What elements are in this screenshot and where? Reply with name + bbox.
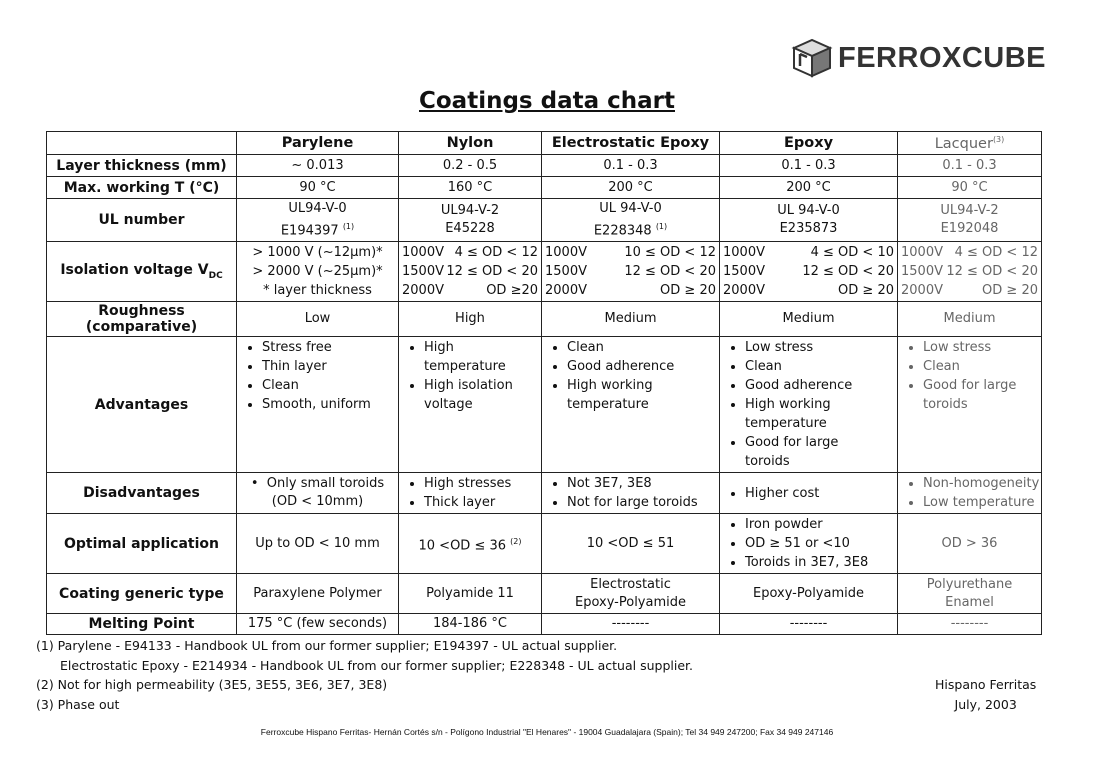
- list-item: • Not 3E7, 3E8: [567, 474, 716, 493]
- coatings-table: [46, 131, 1042, 635]
- header-row: [47, 132, 1042, 155]
- cell: --------: [898, 614, 1042, 635]
- footnotes: [36, 636, 693, 714]
- row-disadvantages: [47, 473, 1042, 514]
- cell: 0.2 - 0.5: [399, 155, 542, 177]
- list-item: • Clean: [262, 376, 395, 395]
- cell: 1000V 4 ≤ OD < 12 1500V 12 ≤ OD < 20 2000V OD ≥20: [399, 242, 542, 302]
- row-optimal-application: [47, 514, 1042, 574]
- cell: UL94-V-2 E45228: [399, 199, 542, 242]
- cell: Medium: [898, 302, 1042, 337]
- list-item: • Clean: [567, 338, 716, 357]
- cell: Polyamide 11: [399, 574, 542, 614]
- cell: [237, 337, 399, 473]
- ferroxcube-logo: [790, 36, 1046, 80]
- row-label: Melting Point: [47, 614, 237, 635]
- cell: [898, 337, 1042, 473]
- list-item: • High working temperature: [567, 376, 677, 414]
- cell: 175 °C (few seconds): [237, 614, 399, 635]
- cell: 0.1 - 0.3: [720, 155, 898, 177]
- row-label: Advantages: [47, 337, 237, 473]
- list-item: • Stress free: [262, 338, 395, 357]
- signature-company: Hispano Ferritas: [935, 677, 1037, 692]
- footnote-1a: (1) Parylene - E94133 - Handbook UL from our former supplier; E194397 - UL actual supplier.: [36, 638, 618, 653]
- col-parylene: Parylene: [237, 132, 399, 155]
- list-item: • High temperature: [424, 338, 538, 376]
- row-advantages: [47, 337, 1042, 473]
- brand-name: FERROXCUBE: [838, 41, 1047, 74]
- list-item: • Good for large toroids: [923, 376, 1023, 414]
- cell: 0.1 - 0.3: [542, 155, 720, 177]
- cell: [720, 337, 898, 473]
- row-label: UL number: [47, 199, 237, 242]
- cell: [399, 337, 542, 473]
- cell: ~ 0.013: [237, 155, 399, 177]
- cell: UL 94-V-0 E235873: [720, 199, 898, 242]
- row-roughness: [47, 302, 1042, 337]
- cell: 90 °C: [237, 177, 399, 199]
- list-item: • Low stress: [745, 338, 894, 357]
- address-footer: Ferroxcube Hispano Ferritas- Hernán Cortés s/n - Polígono Industrial "El Henares" - 19004 Guadalajara (Spain); Tel 34 949 247200; Fax 34 949 247146: [260, 727, 834, 737]
- list-item: • Thin layer: [262, 357, 395, 376]
- cell: 200 °C: [542, 177, 720, 199]
- list-item: • Non-homogeneity: [923, 474, 1038, 493]
- row-label: Roughness (comparative): [47, 302, 237, 337]
- col-nylon: Nylon: [399, 132, 542, 155]
- row-coating-generic-type: [47, 574, 1042, 614]
- cell: UL 94-V-0 E228348 $^{(1)}$: [542, 199, 720, 242]
- cell: Medium: [720, 302, 898, 337]
- cell: • Only small toroids (OD < 10mm): [237, 473, 399, 514]
- signature-block: [935, 675, 1036, 714]
- row-label: Layer thickness (mm): [47, 155, 237, 177]
- cell: [542, 473, 720, 514]
- row-label: Isolation voltage $V_{DC}$: [47, 242, 237, 302]
- cell: 160 °C: [399, 177, 542, 199]
- list-item: • Higher cost: [745, 484, 894, 503]
- cell: [898, 473, 1042, 514]
- list-item: • Low stress: [923, 338, 1038, 357]
- corner-cell: [47, 132, 237, 155]
- row-ul-number: [47, 199, 1042, 242]
- cube-logo-icon: [790, 36, 834, 80]
- list-item: • Clean: [745, 357, 894, 376]
- cell: Paraxylene Polymer: [237, 574, 399, 614]
- list-item: • Clean: [923, 357, 1038, 376]
- list-item: • High stresses: [424, 474, 538, 493]
- cell: 10 <OD ≤ 36 $^{(2)}$: [399, 514, 542, 574]
- cell: UL94-V-2 E192048: [898, 199, 1042, 242]
- cell: [542, 337, 720, 473]
- list-item: • OD ≥ 51 or <10: [745, 534, 894, 553]
- cell: Polyurethane Enamel: [898, 574, 1042, 614]
- cell: Medium: [542, 302, 720, 337]
- list-item: • Not for large toroids: [567, 493, 716, 512]
- col-epoxy: Epoxy: [720, 132, 898, 155]
- cell: 0.1 - 0.3: [898, 155, 1042, 177]
- cell: UL94-V-0 E194397 $^{(1)}$: [237, 199, 399, 242]
- cell: [720, 514, 898, 574]
- list-item: • Good for large toroids: [745, 433, 855, 471]
- cell: --------: [542, 614, 720, 635]
- row-isolation-voltage: [47, 242, 1042, 302]
- cell: 1000V 4 ≤ OD < 10 1500V 12 ≤ OD < 20 2000V OD ≥ 20: [720, 242, 898, 302]
- col-lacquer: Lacquer$^{(3)}$: [898, 132, 1042, 155]
- list-item: • High isolation voltage: [424, 376, 538, 414]
- page-title: Coatings data chart: [419, 88, 675, 114]
- row-label: Disadvantages: [47, 473, 237, 514]
- row-label: Optimal application: [47, 514, 237, 574]
- row-melting-point: [47, 614, 1042, 635]
- cell: 90 °C: [898, 177, 1042, 199]
- footnote-2: (2) Not for high permeability (3E5, 3E55, 3E6, 3E7, 3E8): [36, 677, 388, 692]
- row-label: Max. working T (°C): [47, 177, 237, 199]
- footnote-1b: Electrostatic Epoxy - E214934 - Handbook UL from our former supplier; E228348 - UL actual supplier.: [60, 657, 693, 673]
- cell: High: [399, 302, 542, 337]
- cell: --------: [720, 614, 898, 635]
- list-item: • Good adherence: [567, 357, 716, 376]
- cell: Epoxy-Polyamide: [720, 574, 898, 614]
- footnote-3: (3) Phase out: [36, 696, 120, 712]
- cell: > 1000 V (~12μm)* > 2000 V (~25μm)* * layer thickness: [237, 242, 399, 302]
- list-item: • High working temperature: [745, 395, 845, 433]
- row-layer-thickness: [47, 155, 1042, 177]
- cell: [720, 473, 898, 514]
- list-item: • Low temperature: [923, 493, 1038, 512]
- list-item: • Iron powder: [745, 515, 894, 534]
- list-item: • Thick layer: [424, 493, 538, 512]
- cell: 1000V 4 ≤ OD < 12 1500V 12 ≤ OD < 20 2000V OD ≥ 20: [898, 242, 1042, 302]
- signature-date: July, 2003: [954, 696, 1017, 712]
- row-max-working-t: [47, 177, 1042, 199]
- cell: 200 °C: [720, 177, 898, 199]
- cell: Up to OD < 10 mm: [237, 514, 399, 574]
- cell: Electrostatic Epoxy-Polyamide: [542, 574, 720, 614]
- row-label: Coating generic type: [47, 574, 237, 614]
- cell: 10 <OD ≤ 51: [542, 514, 720, 574]
- cell: OD > 36: [898, 514, 1042, 574]
- cell: Low: [237, 302, 399, 337]
- list-item: • Good adherence: [745, 376, 894, 395]
- cell: 184-186 °C: [399, 614, 542, 635]
- col-electrostatic-epoxy: Electrostatic Epoxy: [542, 132, 720, 155]
- cell: 1000V 10 ≤ OD < 12 1500V 12 ≤ OD < 20 2000V OD ≥ 20: [542, 242, 720, 302]
- list-item: • Smooth, uniform: [262, 395, 395, 414]
- cell: [399, 473, 542, 514]
- list-item: • Toroids in 3E7, 3E8: [745, 553, 894, 572]
